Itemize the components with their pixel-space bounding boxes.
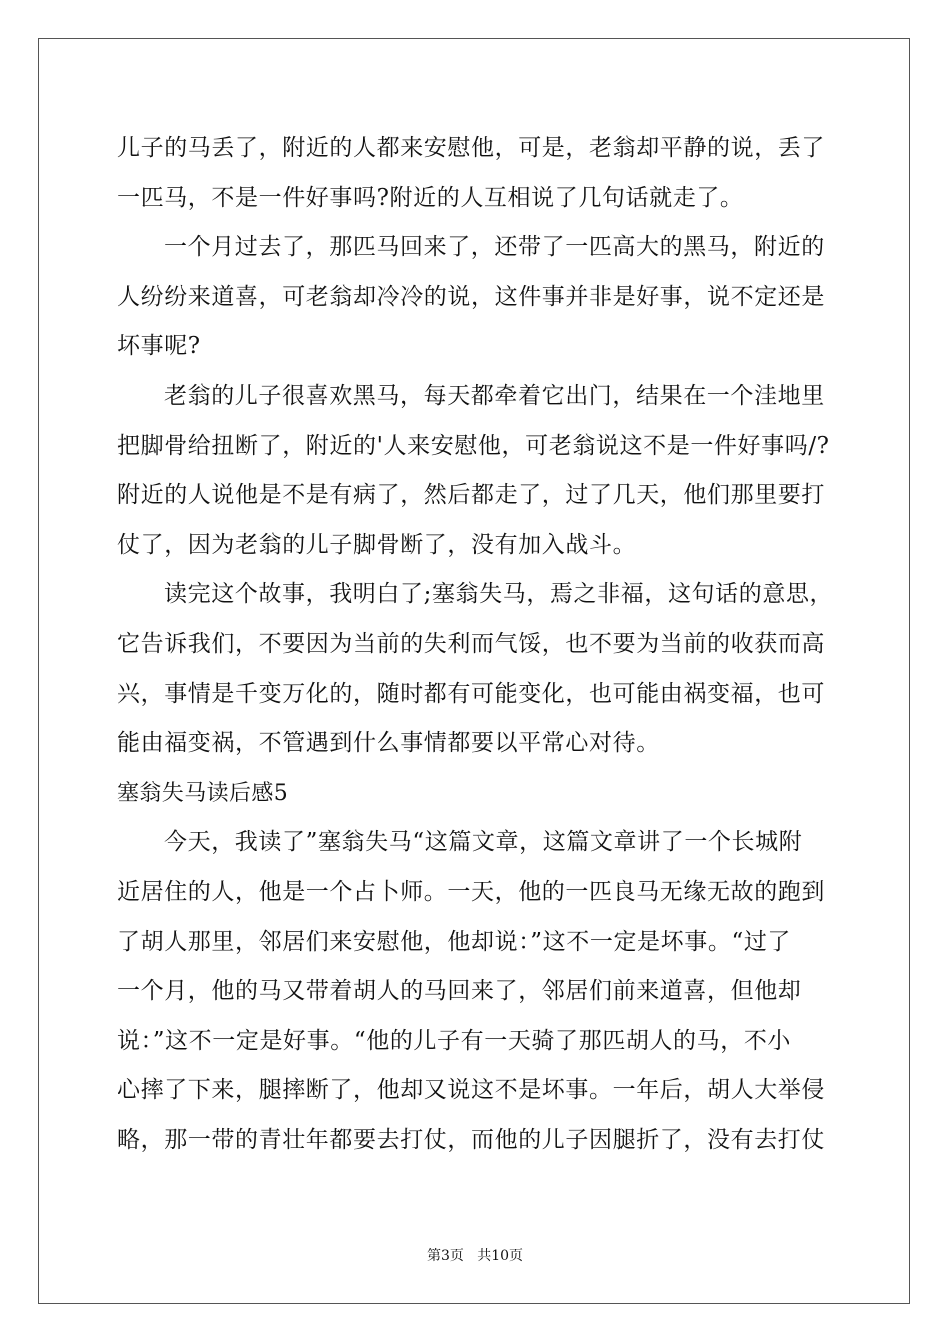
text-line: 能由福变祸，不管遇到什么事情都要以平常心对待。 — [117, 730, 660, 757]
text-line: 近居住的人，他是一个占卜师。一天，他的一匹良马无缘无故的跑到 — [117, 878, 825, 905]
text-line: 附近的人说他是不是有病了，然后都走了，过了几天，他们那里要打 — [117, 482, 825, 509]
text-line: 心摔了下来，腿摔断了，他却又说这不是坏事。一年后，胡人大举侵 — [117, 1077, 825, 1104]
paragraph-start: 老翁的儿子很喜欢黑马，每天都牵着它出门，结果在一个洼地里 — [164, 382, 825, 409]
text-line: 一匹马，不是一件好事吗?附近的人互相说了几句话就走了。 — [117, 184, 744, 211]
text-line: 一个月，他的马又带着胡人的马回来了，邻居们前来道喜，但他却 — [117, 978, 802, 1005]
paragraph-start: 读完这个故事，我明白了;塞翁失马，焉之非福，这句话的意思， — [164, 581, 834, 608]
text-line: 坏事呢? — [117, 333, 201, 360]
text-line: 儿子的马丢了，附近的人都来安慰他，可是，老翁却平静的说，丢了 — [117, 135, 825, 161]
text-line: 人纷纷来道喜，可老翁却冷冷的说，这件事并非是好事，说不定还是 — [117, 283, 825, 310]
document-body — [117, 124, 833, 1165]
text-line: 仗了，因为老翁的儿子脚骨断了，没有加入战斗。 — [117, 531, 637, 558]
text-line: 说：”这不一定是好事。“他的儿子有一天骑了那匹胡人的马，不小 — [117, 1027, 792, 1054]
text-line: 了胡人那里，邻居们来安慰他，他却说：”这不一定是坏事。“过了 — [117, 928, 792, 955]
page-footer: 第3页 共10页 — [426, 1248, 524, 1264]
text-line: 把脚骨给扭断了，附近的'人来安慰他，可老翁说这不是一件好事吗/? — [117, 432, 830, 459]
text-line: 兴，事情是千变万化的，随时都有可能变化，也可能由祸变福，也可 — [117, 680, 825, 707]
paragraph-start: 一个月过去了，那匹马回来了，还带了一匹高大的黑马，附近的 — [164, 234, 825, 261]
paragraph-start: 今天，我读了”塞翁失马“这篇文章，这篇文章讲了一个长城附 — [164, 829, 803, 856]
section-heading: 塞翁失马读后感5 — [117, 780, 289, 806]
text-line: 略，那一带的青壮年都要去打仗，而他的儿子因腿折了，没有去打仗 — [117, 1126, 825, 1153]
text-line: 它告诉我们，不要因为当前的失利而气馁，也不要为当前的收获而高 — [117, 630, 825, 657]
